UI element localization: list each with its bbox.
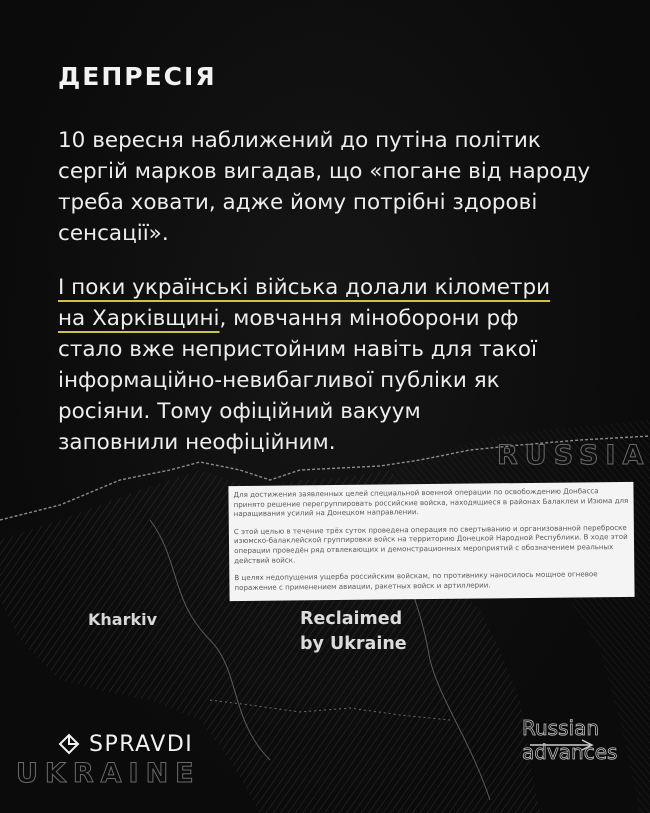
advances-line-1: Russian — [522, 716, 600, 740]
paragraph-1-line: сергій марков вигадав, що «погане від народу — [58, 159, 591, 184]
document-paragraph: Для достижения заявленных целей специальной военной операции по освобождению Донбасса принято решение перегруппировать российские войска, находящиеся в районах Балаклеи и Изюма для наращивания усилий на Донецком направлении. — [233, 486, 629, 519]
document-paragraph: В целях недопущения ущерба российским войскам, по противнику наносилось мощное огневое поражение с применением авиации, ракетных войск и артиллерии. — [234, 569, 598, 592]
highlighted-text: І поки українські війська долали кілометри — [58, 275, 551, 300]
paragraph-2 — [58, 272, 550, 458]
highlighted-text: на Харківщині — [58, 306, 220, 331]
spravdi-logo-icon — [57, 731, 81, 757]
paragraph-1-line: 10 вересня наближений до путіна політик — [58, 128, 541, 153]
paragraph-2-line: росіяни. Тому офіційний вакуум — [58, 399, 421, 424]
paragraph-1 — [58, 125, 590, 249]
reclaimed-line-2: by Ukraine — [300, 634, 407, 654]
paragraph-2-line: стало вже непристойним навіть для такої — [58, 337, 537, 362]
map-label-russian-advances — [522, 716, 617, 764]
map-label-russia: RUSSIA — [497, 440, 650, 471]
brand-name: SPRAVDI — [89, 731, 194, 757]
paragraph-2-line: інформаційно-невибагливої публіки як — [58, 368, 500, 393]
paragraph-1-line: треба ховати, адже йому потрібні здорові — [58, 190, 538, 215]
paragraph-1-line: сенсації». — [58, 221, 169, 246]
advances-line-2: advances — [522, 740, 618, 764]
paragraph-2-line: заповнили неофіційним. — [58, 430, 336, 455]
page-title: ДЕПРЕСІЯ — [58, 62, 217, 91]
map-label-kharkiv: Kharkiv — [88, 610, 158, 629]
brand-logo — [57, 731, 193, 757]
document-paragraph: С этой целью в течение трёх суток проведена операция по свертыванию и организованной переброске изюмско-балаклейской группировки войск на территорию Донецкой Народной Республики. В ходе этой операции проведён ряд отвлекающих и демонстрационных мероприятий с обозначением реальных действий войск. — [233, 522, 628, 565]
reclaimed-line-1: Reclaimed — [300, 609, 403, 629]
document-excerpt — [228, 482, 634, 601]
map-label-ukraine: UKRAINE — [16, 758, 201, 789]
map-label-reclaimed — [300, 607, 407, 657]
paragraph-2-text: , мовчання міноборони рф — [219, 306, 519, 331]
